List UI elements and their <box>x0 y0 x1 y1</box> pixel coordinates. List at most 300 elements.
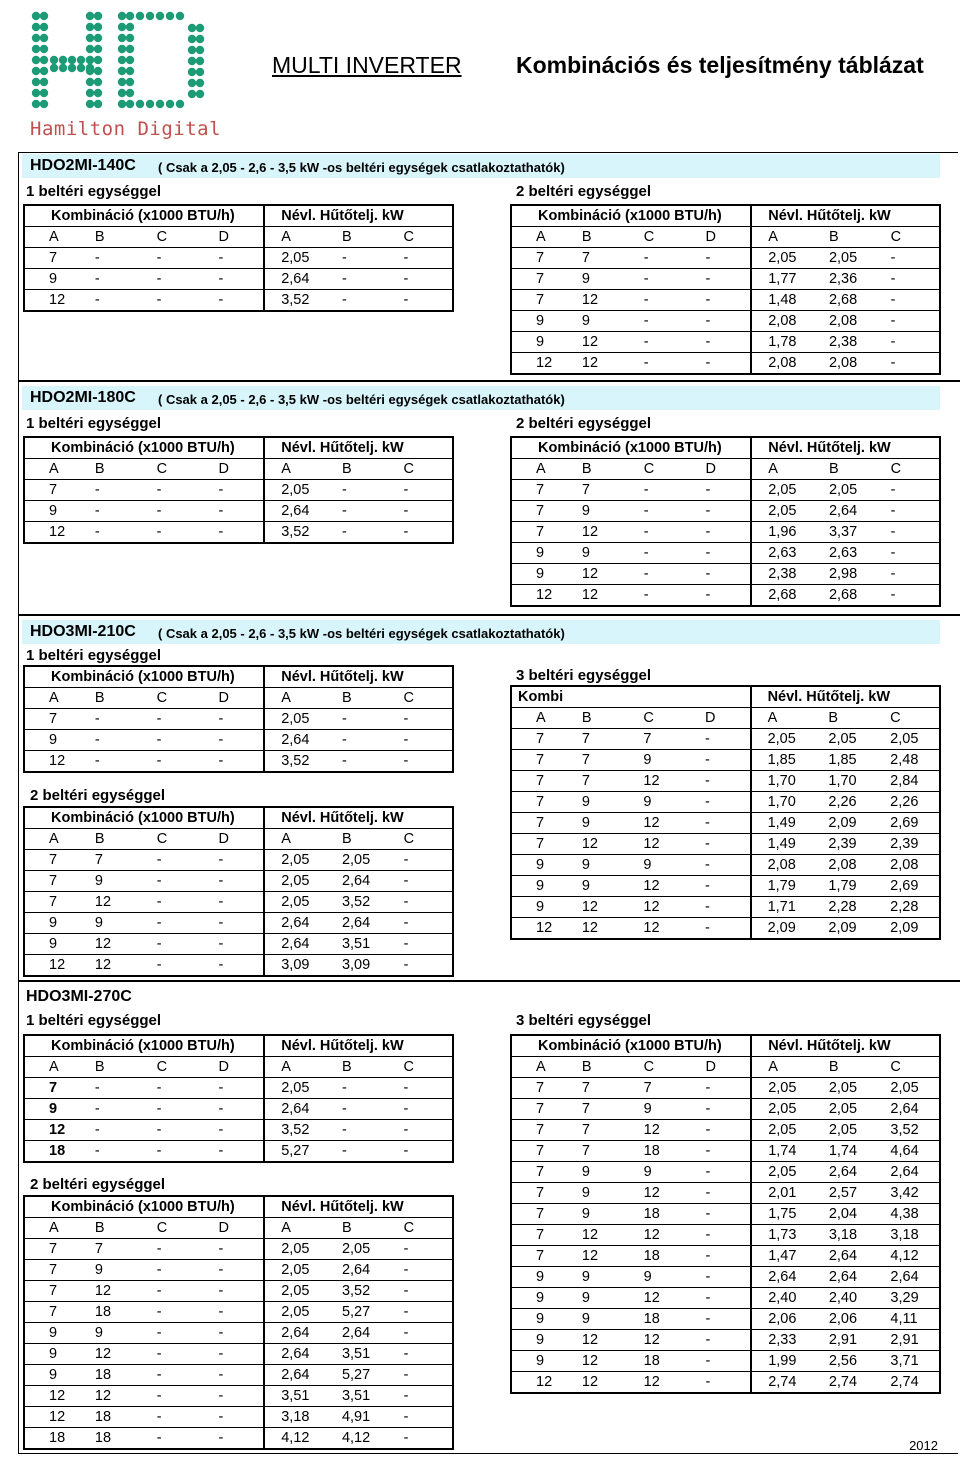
table-cell: 12 <box>627 876 689 897</box>
table-cell: 2,91 <box>813 1330 875 1351</box>
table-cell: 2,64 <box>813 1246 875 1267</box>
table-row <box>511 1162 940 1183</box>
table-row <box>511 290 940 311</box>
table-header-row <box>24 437 453 459</box>
table-row <box>511 353 940 375</box>
table-cell: - <box>79 1099 141 1120</box>
table-cell: - <box>202 1281 264 1302</box>
table-cell: 2,05 <box>751 1120 813 1141</box>
combination-table <box>510 1034 941 1394</box>
table-column-letters-row <box>24 227 453 248</box>
table-cell: - <box>202 269 264 290</box>
table-cell: - <box>326 1141 388 1163</box>
subtitle-one-unit: 1 beltéri egységgel <box>26 647 162 664</box>
table-cell: - <box>79 1078 141 1099</box>
section-note: ( Csak a 2,05 - 2,6 - 3,5 kW -os beltéri egységek csatlakoztathatók) <box>158 160 565 175</box>
table-cell: 9 <box>79 1260 141 1281</box>
table-row <box>24 1239 453 1260</box>
column-letter: A <box>24 829 79 850</box>
table-header-row <box>24 666 453 688</box>
table-cell: - <box>875 564 940 585</box>
table-cell: 2,05 <box>264 1260 326 1281</box>
table-cell: 2,08 <box>813 311 875 332</box>
table-cell: 3,18 <box>264 1407 326 1428</box>
table-cell: - <box>326 1078 388 1099</box>
table-cell: 12 <box>24 751 79 773</box>
logo-dot <box>40 89 48 97</box>
table-cell: 2,05 <box>813 480 875 501</box>
table-cell: 9 <box>628 1162 690 1183</box>
table-cell: 1,73 <box>751 1225 813 1246</box>
table-cell: 2,64 <box>264 1323 326 1344</box>
logo-dot <box>126 34 134 42</box>
table-cell: 3,52 <box>326 892 388 913</box>
table-row <box>511 311 940 332</box>
logo-dot <box>196 79 204 87</box>
table-cell: - <box>202 501 264 522</box>
column-letter: A <box>24 688 79 709</box>
table-cell: - <box>628 290 690 311</box>
table-cell: 7 <box>511 1183 566 1204</box>
logo-dot <box>77 64 85 72</box>
table-cell: 2,64 <box>326 1323 388 1344</box>
table-cell: - <box>388 1323 453 1344</box>
table-cell: 2,74 <box>874 1372 940 1394</box>
table-cell: - <box>141 934 203 955</box>
subtitle-two-units: 2 beltéri egységgel <box>516 183 652 200</box>
table-cell: 4,38 <box>874 1204 940 1225</box>
table-cell: 2,05 <box>264 1078 326 1099</box>
table-header-row <box>511 205 940 227</box>
table-cell: 12 <box>79 892 141 913</box>
logo-dot <box>32 12 40 20</box>
logo-dot <box>40 45 48 53</box>
table-cell: - <box>141 1281 203 1302</box>
column-letter: C <box>628 459 690 480</box>
table-cell: 12 <box>628 1120 690 1141</box>
table-cell: 9 <box>628 1267 690 1288</box>
logo-dot <box>94 23 102 31</box>
column-letter: A <box>264 1057 326 1078</box>
logo-dot <box>86 100 94 108</box>
table-cell: 2,64 <box>813 1267 875 1288</box>
table-cell: 3,52 <box>264 290 326 312</box>
column-letter: C <box>141 829 203 850</box>
table-cell: 2,06 <box>751 1309 813 1330</box>
table-row <box>24 290 453 312</box>
table-cell: 9 <box>511 1267 566 1288</box>
table-cell: 3,51 <box>326 934 388 955</box>
column-letter: B <box>326 1057 388 1078</box>
table-cell: - <box>202 1099 264 1120</box>
table-cell: 7 <box>24 1078 79 1099</box>
table-cell: - <box>141 1302 203 1323</box>
capacity-header: Névl. Hűtőtelj. kW <box>264 807 453 829</box>
table-cell: 4,12 <box>326 1428 388 1450</box>
table-cell: 12 <box>566 585 628 607</box>
table-cell: - <box>388 1344 453 1365</box>
table-row <box>24 1323 453 1344</box>
table-cell: 18 <box>628 1351 690 1372</box>
table-cell: 7 <box>511 1120 566 1141</box>
table-cell: - <box>689 564 751 585</box>
section-separator <box>18 614 960 616</box>
table-cell: 7 <box>566 771 628 792</box>
combination-table <box>23 1034 454 1163</box>
table-cell: - <box>689 269 751 290</box>
table-cell: 2,09 <box>874 918 940 940</box>
table-cell: 9 <box>24 730 79 751</box>
table-row <box>511 897 940 918</box>
table-cell: 3,29 <box>874 1288 940 1309</box>
table-cell: 9 <box>627 792 689 813</box>
column-letter: C <box>874 1057 940 1078</box>
table-cell: 7 <box>566 1141 628 1162</box>
logo-dot <box>136 12 144 20</box>
logo-dot <box>32 100 40 108</box>
table-cell: 18 <box>79 1365 141 1386</box>
column-letter: D <box>202 459 264 480</box>
logo-dot <box>126 23 134 31</box>
table-cell: 12 <box>79 955 141 977</box>
table-cell: - <box>79 248 141 269</box>
table-cell: - <box>388 955 453 977</box>
table-cell: 9 <box>566 1162 628 1183</box>
table-cell: - <box>388 892 453 913</box>
logo-dot <box>188 90 196 98</box>
table-cell: 7 <box>627 729 689 750</box>
table-row <box>511 1141 940 1162</box>
table-row <box>511 269 940 290</box>
table-cell: - <box>141 1141 203 1163</box>
table-header-row <box>24 1196 453 1218</box>
column-letter: A <box>264 459 326 480</box>
table-cell: - <box>689 918 751 940</box>
table-cell: 12 <box>628 1372 690 1394</box>
table-cell: 4,12 <box>264 1428 326 1450</box>
table-cell: - <box>689 834 751 855</box>
table-row <box>24 1078 453 1099</box>
logo-dot <box>118 67 126 75</box>
table-cell: 1,78 <box>751 332 813 353</box>
table-cell: 9 <box>511 876 566 897</box>
logo-dot <box>94 12 102 20</box>
subtitle-three-units: 3 beltéri egységgel <box>516 1012 652 1029</box>
table-cell: - <box>326 709 388 730</box>
table-cell: 9 <box>24 501 79 522</box>
table-header-row <box>511 437 940 459</box>
table-cell: 7 <box>511 1141 566 1162</box>
logo-dot <box>188 35 196 43</box>
table-cell: 2,05 <box>751 1162 813 1183</box>
table-cell: 3,71 <box>874 1351 940 1372</box>
table-cell: - <box>141 480 203 501</box>
table-row <box>511 501 940 522</box>
table-cell: - <box>141 1386 203 1407</box>
table-cell: - <box>387 501 453 522</box>
table-cell: - <box>202 1120 264 1141</box>
column-letter: D <box>202 1057 264 1078</box>
table-cell: 3,51 <box>326 1344 388 1365</box>
table-column-letters-row <box>24 829 453 850</box>
table-cell: 2,48 <box>874 750 940 771</box>
table-cell: - <box>202 934 264 955</box>
column-letter: B <box>326 829 388 850</box>
table-cell: 3,18 <box>813 1225 875 1246</box>
table-cell: - <box>388 913 453 934</box>
table-cell: 12 <box>627 813 689 834</box>
table-cell: - <box>326 501 388 522</box>
table-cell: - <box>141 955 203 977</box>
logo-dot <box>196 90 204 98</box>
logo-dot <box>126 78 134 86</box>
table-cell: - <box>326 751 388 773</box>
table-cell: - <box>689 1162 751 1183</box>
table-cell: - <box>202 1428 264 1450</box>
table-cell: 18 <box>628 1246 690 1267</box>
column-letter: B <box>566 459 628 480</box>
table-cell: - <box>202 892 264 913</box>
table-cell: 5,27 <box>326 1365 388 1386</box>
table-row <box>511 1330 940 1351</box>
table-cell: 7 <box>628 1078 690 1099</box>
table-cell: 2,68 <box>813 585 875 607</box>
table-cell: 12 <box>511 353 566 375</box>
table-row <box>511 1183 940 1204</box>
table-cell: 2,09 <box>812 813 874 834</box>
table-cell: - <box>628 501 690 522</box>
table-column-letters-row <box>24 1218 453 1239</box>
table-cell: 1,70 <box>751 771 813 792</box>
section-note: ( Csak a 2,05 - 2,6 - 3,5 kW -os beltéri egységek csatlakoztathatók) <box>158 392 565 407</box>
combination-table <box>23 436 454 544</box>
column-letter: A <box>511 227 566 248</box>
table-cell: - <box>326 480 388 501</box>
table-row <box>24 955 453 977</box>
column-letter: B <box>812 708 874 729</box>
logo-dot <box>68 56 76 64</box>
table-cell: 7 <box>511 248 566 269</box>
table-cell: 1,85 <box>751 750 813 771</box>
table-cell: - <box>628 269 690 290</box>
table-cell: - <box>689 1351 751 1372</box>
table-cell: 9 <box>627 750 689 771</box>
table-cell: - <box>79 480 141 501</box>
logo-dot <box>196 46 204 54</box>
logo-dot <box>32 23 40 31</box>
table-cell: 2,36 <box>813 269 875 290</box>
table-cell: - <box>875 290 940 311</box>
table-cell: 2,05 <box>264 709 326 730</box>
table-row <box>511 1267 940 1288</box>
table-column-letters-row <box>511 459 940 480</box>
table-cell: - <box>326 290 388 312</box>
column-letter: C <box>388 1218 453 1239</box>
table-row <box>24 248 453 269</box>
table-cell: - <box>628 248 690 269</box>
table-cell: 1,48 <box>751 290 813 311</box>
table-cell: 12 <box>628 1288 690 1309</box>
table-row <box>511 1204 940 1225</box>
table-cell: 2,09 <box>751 918 813 940</box>
table-header-row <box>511 686 940 708</box>
column-letter: D <box>202 1218 264 1239</box>
table-cell: 2,64 <box>264 1344 326 1365</box>
table-row <box>511 480 940 501</box>
logo-dot <box>118 56 126 64</box>
column-letter: C <box>141 1057 203 1078</box>
column-letter: C <box>387 459 453 480</box>
table-cell: 1,85 <box>812 750 874 771</box>
table-cell: - <box>141 1078 203 1099</box>
table-cell: - <box>689 897 751 918</box>
logo-dot <box>146 12 154 20</box>
table-cell: - <box>202 751 264 773</box>
table-cell: 12 <box>566 353 628 375</box>
table-cell: 3,52 <box>264 1120 326 1141</box>
table-row <box>24 480 453 501</box>
table-row <box>24 1386 453 1407</box>
logo-dot <box>59 56 67 64</box>
column-letter: C <box>628 227 690 248</box>
column-letter: A <box>24 227 79 248</box>
table-cell: - <box>388 1386 453 1407</box>
logo-dot <box>94 78 102 86</box>
table-cell: - <box>388 1281 453 1302</box>
table-cell: - <box>875 248 940 269</box>
table-cell: - <box>141 913 203 934</box>
table-cell: - <box>141 522 203 544</box>
capacity-header: Névl. Hűtőtelj. kW <box>264 1196 453 1218</box>
logo-dot <box>188 24 196 32</box>
table-cell: - <box>387 480 453 501</box>
logo-dot <box>68 64 76 72</box>
table-cell: 12 <box>566 1246 628 1267</box>
column-letter: D <box>202 688 264 709</box>
column-letter: D <box>202 829 264 850</box>
logo-dot <box>94 45 102 53</box>
table-cell: 2,64 <box>264 730 326 751</box>
logo-dot <box>32 78 40 86</box>
column-letter: A <box>264 829 326 850</box>
table-cell: 2,05 <box>751 729 813 750</box>
table-cell: 9 <box>566 311 628 332</box>
logo-dot <box>94 89 102 97</box>
table-cell: 18 <box>628 1204 690 1225</box>
table-cell: 7 <box>24 480 79 501</box>
logo-dot <box>196 57 204 65</box>
table-cell: 2,64 <box>264 913 326 934</box>
table-cell: 12 <box>566 1225 628 1246</box>
table-cell: 2,05 <box>751 480 813 501</box>
table-cell: - <box>387 290 453 312</box>
table-cell: - <box>141 751 203 773</box>
model-name: HDO2MI-140C <box>30 157 136 174</box>
logo-dot <box>86 64 94 72</box>
logo-dot <box>188 68 196 76</box>
table-cell: - <box>326 1099 388 1120</box>
table-cell: - <box>875 269 940 290</box>
table-row <box>511 1246 940 1267</box>
column-letter: B <box>326 688 388 709</box>
table-cell: - <box>326 269 388 290</box>
table-cell: 7 <box>79 850 141 871</box>
table-cell: 1,70 <box>812 771 874 792</box>
table-cell: - <box>202 1078 264 1099</box>
table-cell: 12 <box>566 332 628 353</box>
table-row <box>24 934 453 955</box>
table-cell: 7 <box>511 480 566 501</box>
table-cell: 9 <box>511 311 566 332</box>
table-cell: 12 <box>24 1386 79 1407</box>
table-cell: 7 <box>511 1204 566 1225</box>
logo-dot <box>188 46 196 54</box>
combination-table <box>23 1195 454 1450</box>
table-cell: 12 <box>627 771 689 792</box>
table-cell: 2,98 <box>813 564 875 585</box>
table-cell: 9 <box>511 1351 566 1372</box>
table-cell: 7 <box>24 709 79 730</box>
table-cell: 9 <box>566 1309 628 1330</box>
table-cell: - <box>387 709 453 730</box>
table-cell: - <box>875 522 940 543</box>
table-row <box>24 1099 453 1120</box>
table-cell: 2,05 <box>813 1120 875 1141</box>
table-row <box>511 585 940 607</box>
table-cell: - <box>388 1239 453 1260</box>
table-cell: - <box>689 501 751 522</box>
table-row <box>511 1309 940 1330</box>
table-cell: - <box>202 1344 264 1365</box>
logo-dot <box>126 89 134 97</box>
table-cell: 2,64 <box>751 1267 813 1288</box>
table-cell: - <box>141 248 203 269</box>
table-cell: 4,64 <box>874 1141 940 1162</box>
logo-dot <box>94 34 102 42</box>
table-cell: - <box>628 543 690 564</box>
capacity-header: Névl. Hűtőtelj. kW <box>751 686 940 708</box>
column-letter: B <box>79 227 141 248</box>
logo-dot <box>126 56 134 64</box>
logo-dot <box>166 100 174 108</box>
table-cell: 2,01 <box>751 1183 813 1204</box>
table-cell: 2,08 <box>812 855 874 876</box>
table-cell: - <box>202 1407 264 1428</box>
logo-dot <box>136 100 144 108</box>
table-cell: 1,77 <box>751 269 813 290</box>
combination-header: Kombináció (x1000 BTU/h) <box>538 439 722 456</box>
table-row <box>511 1225 940 1246</box>
table-cell: - <box>79 501 141 522</box>
logo-dot <box>94 67 102 75</box>
logo-dot <box>50 64 58 72</box>
table-cell: - <box>141 892 203 913</box>
table-cell: 2,33 <box>751 1330 813 1351</box>
table-row <box>511 834 940 855</box>
table-cell: 2,26 <box>874 792 940 813</box>
logo-dot <box>50 56 58 64</box>
table-cell: 3,52 <box>264 522 326 544</box>
logo-dot <box>118 34 126 42</box>
table-cell: 7 <box>511 1225 566 1246</box>
table-cell: 12 <box>566 918 628 940</box>
table-cell: 2,05 <box>751 1078 813 1099</box>
table-column-letters-row <box>24 459 453 480</box>
table-cell: 7 <box>24 1239 79 1260</box>
table-cell: 7 <box>24 892 79 913</box>
column-letter: C <box>387 1057 453 1078</box>
table-cell: 2,05 <box>264 892 326 913</box>
